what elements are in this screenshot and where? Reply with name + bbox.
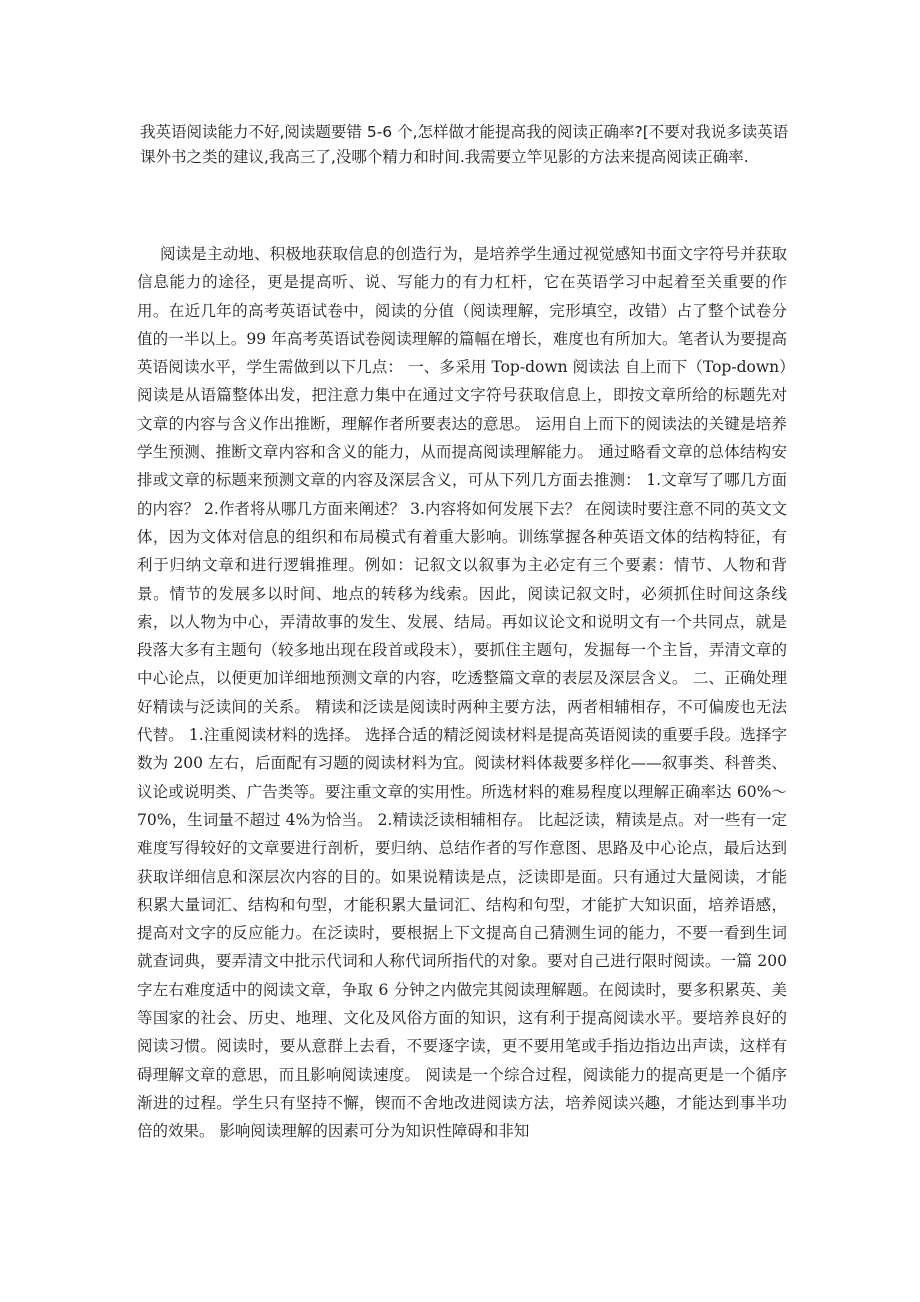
answer-text: 阅读是主动地、积极地获取信息的创造行为，是培养学生通过视觉感知书面文字符号并获取信息能力的途径，更是提高听、说、写能力的有力杠杆，它在英语学习中起着至关重要的作用。在近几年的高考英语试卷中，阅读的分值（阅读理解，完形填空，改错）占了整个试卷分值的一半以上。99 年高考英语试卷阅读理解的篇幅在增长，难度也有所加大。笔者认为要提高英语阅读水平，学生需做到以下几点： 一、多采用 Top-down 阅读法 自上而下（Top-down）阅读是从语篇整体出发，把注意力集中在通过文字符号获取信息上，即按文章所给的标题先对文章的内容与含义作出推断，理解作者所要表达的意思。 运用自上而下的阅读法的关键是培养学生预测、推断文章内容和含义的能力，从而提高阅读理解能力。 通过略看文章的总体结构安排或文章的标题来预测文章的内容及深层含义，可从下列几方面去推测： 1.文章写了哪几方面的内容？ 2.作者将从哪几方面来阐述？ 3.内容将如何发展下去？ 在阅读时要注意不同的英文文体，因为文体对信息的组织和布局模式有着重大影响。训练掌握各种英语文体的结构特征，有利于归纳文章和进行逻辑推理。例如：记叙文以叙事为主必定有三个要素：情节、人物和背景。情节的发展多以时间、地点的转移为线索。因此，阅读记叙文时，必须抓住时间这条线索，以人物为中心，弄清故事的发生、发展、结局。再如议论文和说明文有一个共同点，就是段落大多有主题句（较多地出现在段首或段末），要抓住主题句，发掘每一个主旨，弄清文章的中心论点，以便更加详细地预测文章的内容，吃透整篇文章的表层及深层含义。 二、正确处理好精读与泛读间的关系。 精读和泛读是阅读时两种主要方法，两者相辅相存，不可偏废也无法代替。 1.注重阅读材料的选择。 选择合适的精泛阅读材料是提高英语阅读的重要手段。选择字数为 200 左右，后面配有习题的阅读材料为宜。阅读材料体裁要多样化——叙事类、科普类、议论或说明类、广告类等。要注重文章的实用性。所选材料的难易程度以理解正确率达 60%～70%，生词量不超过 4%为恰当。 2.精读泛读相辅相存。 比起泛读，精读是点。对一些有一定难度写得较好的文章要进行剖析，要归纳、总结作者的写作意图、思路及中心论点，最后达到获取详细信息和深层次内容的目的。如果说精读是点，泛读即是面。只有通过大量阅读，才能积累大量词汇、结构和句型，才能积累大量词汇、结构和句型，才能扩大知识面，培养语感，提高对文字的反应能力。在泛读时，要根据上下文提高自己猜测生词的能力，不要一看到生词就查词典，要弄清文中批示代词和人称代词所指代的对象。要对自己进行限时阅读。一篇 200 字左右难度适中的阅读文章，争取 6 分钟之内做完其阅读理解题。在阅读时，要多积累英、美等国家的社会、历史、地理、文化及风俗方面的知识，这有利于提高阅读水平。要培养良好的阅读习惯。阅读时，要从意群上去看，不要逐字读，更不要用笔或手指边指边出声读，这样有碍理解文章的意思，而且影响阅读速度。 阅读是一个综合过程，阅读能力的提高更是一个循序渐进的过程。学生只有坚持不懈，锲而不舍地改进阅读方法，培养阅读兴趣，才能达到事半功倍的效果。 影响阅读理解的因素可分为知识性障碍和非知 [137,245,787,1141]
question-text: 我英语阅读能力不好,阅读题要错 5-6 个,怎样做才能提高我的阅读正确率?[不要对我说多读英语课外书之类的建议,我高三了,没哪个精力和时间.我需要立竿见影的方法来提高阅读正确率. [140,123,789,166]
